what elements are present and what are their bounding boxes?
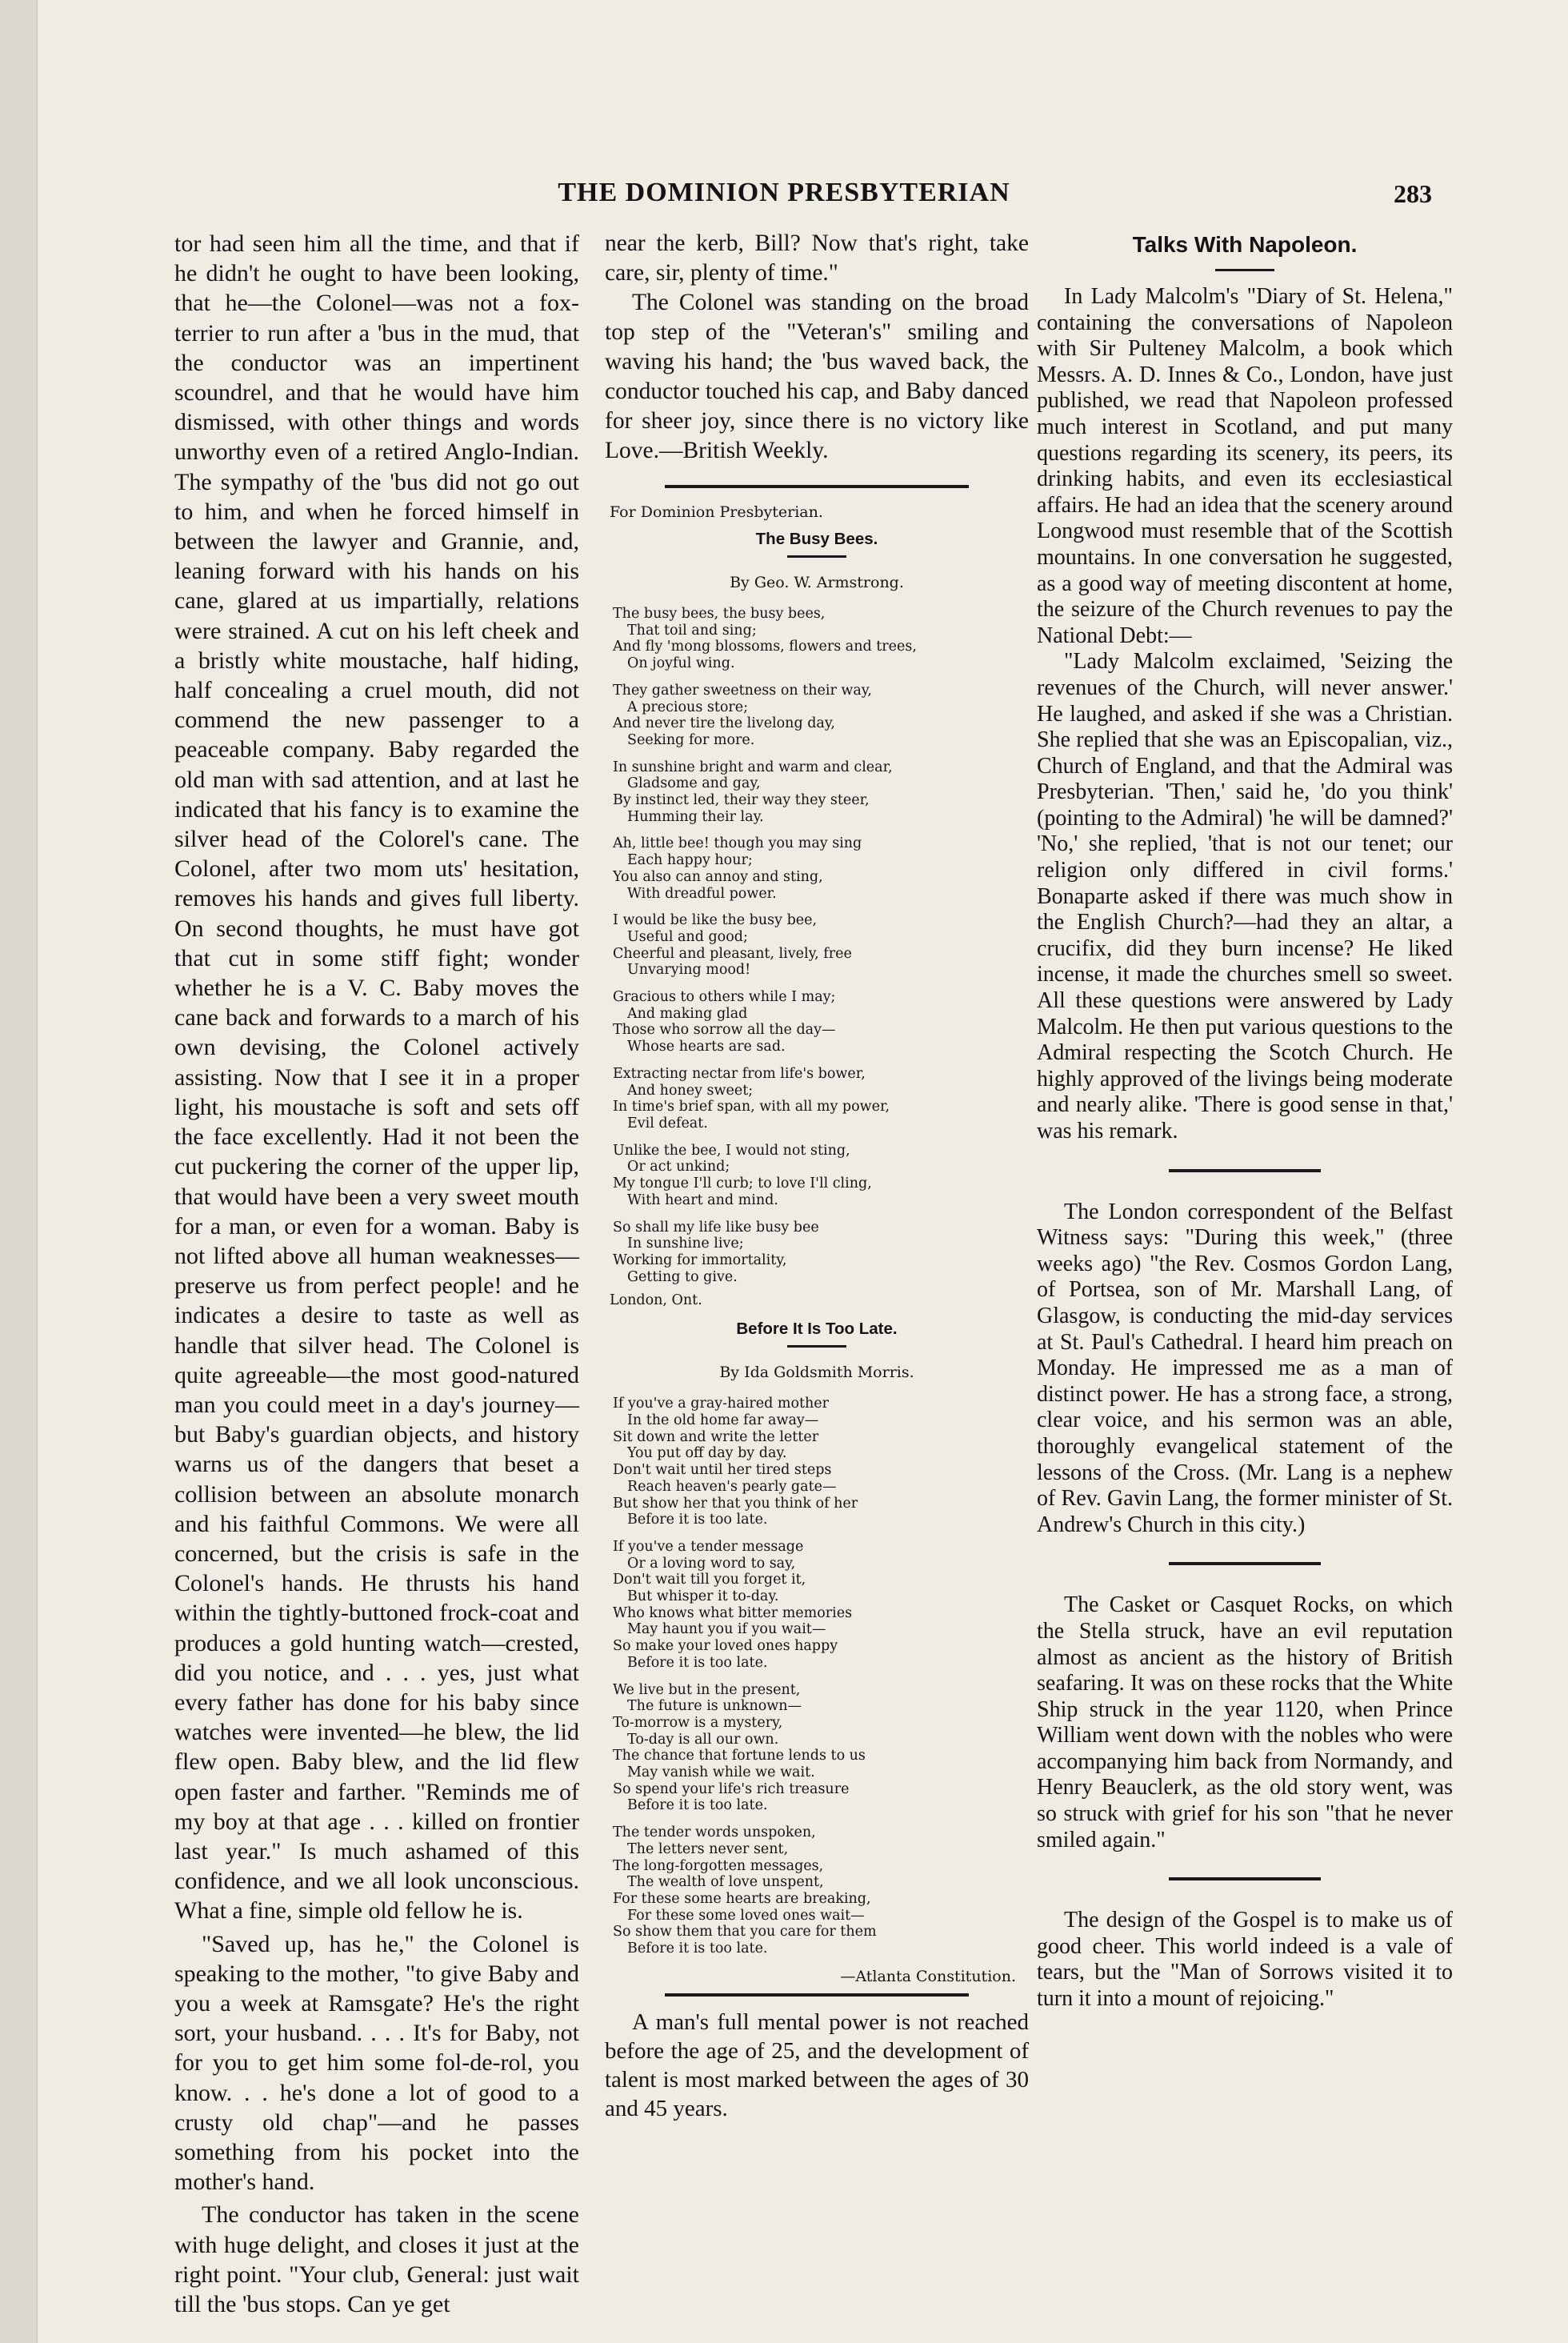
poem-line: Whose hearts are sad. [627,1039,786,1055]
poem-line: The tender words unspoken, [613,1824,816,1841]
poem-busy-bees [605,530,1029,1308]
poem-stanza [613,1539,1029,1672]
poem-stanza [613,1066,1029,1132]
poem-line: So make your loved ones happy [613,1638,838,1655]
section-rule [665,1993,969,1997]
poem-source: —Atlanta Constitution. [840,1967,1016,1985]
poem-stanza [613,683,1029,749]
article-paragraph: "Lady Malcolm exclaimed, 'Seizing the revenues of the Church, will never answer.' He laughed, and asked if she was a Christian. She replied that she was an Episcopalian, viz., Church of England, and that the Admiral was Presbyterian. 'Then,' said he, 'do you think' (pointing to the Admiral) 'he will be damned?' 'No,' she replied, 'that is not our tenet; our religion only differed in civil forms.' Bonaparte asked if there was much show in the English Church?—had they an altar, a crucifix, did they burn incense? He liked incense, it made the churches smell so sweet. All these questions were answered by Lady Malcolm. He then put various questions to the Admiral respecting the Scotch Church. He highly approved of the livings being moderate and nearly alike. 'There is good sense in that,' was his remark. [1037,649,1453,1143]
news-item-lang: The London correspondent of the Belfast Witness says: "During this week," (three weeks ago) "the Rev. Cosmos Gordon Lang, of Portsea, son of Mr. Marshall Lang, of Glasgow, is conducting the mid-day services at St. Paul's Cathedral. I heard him preach on Monday. He impressed me as a man of distinct power. He has a strong face, a strong, clear voice, and his sermon was an able, thoroughly evangelical statement of the lessons of the Cross. (Mr. Lang is a nephew of Rev. Gavin Lang, the former minister of St. Andrew's Church in this city.) [1037,1199,1453,1537]
poem-line: You put off day by day. [627,1445,787,1462]
column-right [1037,229,1453,2013]
poem-line: The chance that fortune lends to us [613,1748,866,1764]
poem-line: Before it is too late. [627,1940,768,1957]
poem-line: We live but in the present, [613,1681,801,1698]
section-rule [1169,1877,1321,1880]
poem-line: For these some loved ones wait— [627,1907,865,1924]
poem-stanza [613,1220,1029,1286]
running-head [0,178,1568,213]
poem-line: Who knows what bitter memories [613,1604,853,1621]
story-paragraph: "Saved up, has he," the Colonel is speaking to the mother, "to give Baby and you a week at Ramsgate? He's the right sort, your husband. . . . It's for Baby, not for you to get him some fol-de-rol, you know. . . he's done a lot of good to a crusty old chap"—and he passes something from his pocket into the mother's hand. [174,1930,579,2196]
poem-line: Evil defeat. [627,1115,708,1131]
poem-stanza [613,1824,1029,1957]
poem-line: Each happy hour; [627,852,753,869]
poem-line: If you've a gray-haired mother [613,1396,830,1412]
poem-line: A precious store; [627,699,749,715]
poem-line: So show them that you care for them [613,1924,877,1940]
poem-line: So spend your life's rich treasure [613,1780,850,1797]
poem-line: My tongue I'll curb; to love I'll cling, [613,1176,872,1192]
story-paragraph: tor had seen him all the time, and that if he didn't he ought to have been looking, that he—the Colonel—was not a fox-terrier to run after a 'bus in the mud, that the conductor was an impertinent scoundrel, and that he would have him dismissed, with other things and words unworthy even of a retired Anglo-Indian. The sympathy of the 'bus did not go out to him, and when he forced himself in between the lawyer and Grannie, and, leaning forward with his hands on his cane, glared at us impartially, relations were strained. A cut on his left cheek and a bristly white moustache, half hiding, half concealing a cruel mouth, did not commend the new passenger to a peaceable company. Baby regarded the old man with sad attention, and at last he indicated that his fancy is to examine the silver head of the Colorel's cane. The Colonel, after two mom uts' hesitation, removes his hands and gives full liberty. On second thoughts, he must have got that cut in some stiff fight; wonder whether he is a V. C. Baby moves the cane back and forwards to a march of his own devising, the Colonel actively assisting. Now that I see it in a proper light, his moustache is soft and sets off the face excellently. Had it not been the cut puckering the corner of the upper lip, that would have been a very sweet mouth for a man, or even for a woman. Baby is not lifted above all human weaknesses—preserve us from perfect people! and he indicates a desire to taste as well as handle that silver head. The Colonel is quite agreeable—the most good-natured man you could meet in a day's journey—but Baby's guardian objects, and history warns us of the dangers that beset a collision between an absolute monarch and his faithful Commons. We were all concerned, but the crisis is safe in the Colonel's hands. He thrusts his hand within the tightly-buttoned frock-coat and produces a gold hunting watch—crested, did you notice, and . . . yes, just what every father has done for his baby since watches were invented—he blew, the lid flew open. Baby blew, and the lid flew open faster and farther. "Reminds me of my boy at that age . . . killed on frontier last year." Is much ashamed of this confidence, and we all look unconscious. What a fine, simple old fellow he is. [174,230,579,1924]
section-rule [1169,1562,1321,1565]
poem-line: Sit down and write the letter [613,1428,819,1445]
title-rule [787,555,846,558]
column-left [174,229,579,2319]
article-paragraph: In Lady Malcolm's "Diary of St. Helena," containing the conversations of Napoleon with Sir Pulteney Malcolm, a book which Messrs. A. D. Innes & Co., London, have just published, we read that Napoleon professed much interest in Scotland, and put many questions regarding its scenery, its peers, its drinking habits, and even its ecclesiastical affairs. He had an idea that the scenery around Longwood must resemble that of the Scottish mountains. In one conversation he suggested, as a good way of meeting discontent at home, the seizure of the Church revenues to pay the National Debt:— [1037,284,1453,648]
article-heading: Talks With Napoleon. [1132,232,1358,257]
poem-line: To-day is all our own. [627,1731,779,1748]
poem-stanza [613,759,1029,826]
poem-line: Don't wait until her tired steps [613,1462,832,1479]
heading-rule [1215,269,1274,271]
poem-line: For these some hearts are breaking, [613,1891,871,1907]
poem-line: May haunt you if you wait— [627,1621,826,1638]
title-rule [787,1345,846,1348]
news-item-gospel: The design of the Gospel is to make us of good cheer. This world indeed is a vale of tears, but the "Man of Sorrows visited it to turn it into a mount of rejoicing." [1037,1908,1453,2012]
poem-byline: By Geo. W. Armstrong. [730,574,904,591]
poem-line: With dreadful power. [627,885,777,902]
poem-line: But show her that you think of her [613,1495,858,1512]
poem-stanza [613,989,1029,1055]
poem-line: And fly 'mong blossoms, flowers and trees, [613,639,917,655]
poem-line: Working for immortality, [613,1252,787,1268]
poem-line: They gather sweetness on their way, [613,682,872,699]
poem-line: Before it is too late. [627,1512,768,1528]
poem-stanza [613,606,1029,672]
story-continuation: near the kerb, Bill? Now that's right, take care, sir, plenty of time." [605,230,1029,286]
poem-line: On joyful wing. [627,655,735,672]
poem-line: And making glad [627,1005,748,1022]
poem-line: Cheerful and pleasant, lively, free [613,945,852,962]
poem-line: In the old home far away— [627,1412,819,1429]
poem-line: Extracting nectar from life's bower, [613,1065,866,1082]
section-rule [1169,1169,1321,1172]
poem-line: The future is unknown— [627,1698,802,1715]
poem-line: Humming their lay. [627,808,764,825]
poem-line: So shall my life like busy bee [613,1219,819,1236]
poem-line: Don't wait till you forget it, [613,1572,806,1588]
poem-byline: By Ida Goldsmith Morris. [719,1364,914,1382]
poem-line: By instinct led, their way they steer, [613,792,870,809]
poem-line: Gracious to others while I may; [613,989,836,1006]
poem-line: The wealth of love unspent, [627,1874,824,1891]
poem-line: Getting to give. [627,1268,738,1285]
poem-line: Seeking for more. [627,731,755,748]
page-number: 283 [1394,179,1432,208]
story-paragraph: The conductor has taken in the scene with huge delight, and closes it just at the right point. "Your club, General: just wait till the 'bus stops. Can ye get [174,2201,579,2318]
poem-line: But whisper it to-day. [627,1588,779,1605]
poem-line: And never tire the livelong day, [613,715,835,732]
poem-stanza [613,835,1029,902]
masthead: THE DOMINION PRESBYTERIAN [558,178,1010,207]
poem-stanza [613,1682,1029,1815]
section-rule [665,485,969,488]
poem-line: Unvarying mood! [627,962,751,979]
poem-line: Reach heaven's pearly gate— [627,1478,837,1495]
poem-line: And honey sweet; [627,1082,754,1099]
news-item-casket: The Casket or Casquet Rocks, on which the Stella struck, have an evil reputation almost as ancient as the history of British seafaring. It was on these rocks that the White Ship struck in the year 1120, when Prince William went down with the nobles who were accompanying him back from Normandy, and Henry Beauclerk, as the old story went, was so struck with grief for his son "that he never smiled again." [1037,1592,1453,1852]
poem-stanzas [605,1396,1029,1957]
poem-line: With heart and mind. [627,1192,778,1208]
poem-line: You also can annoy and sting, [613,868,823,885]
poem-line: In sunshine bright and warm and clear, [613,759,893,775]
poem-line: Useful and good; [627,928,748,945]
poem-line: The letters never sent, [627,1840,789,1857]
poem-line: That toil and sing; [627,622,757,639]
story-ending: The Colonel was standing on the broad top step of the "Veteran's" smiling and waving his hand; the 'bus waved back, the conductor touched his cap, and Baby danced for sheer joy, since there is no victory like Love.—British Weekly. [605,290,1029,463]
poem-line: To-morrow is a mystery, [613,1714,783,1731]
poem-stanza [613,1396,1029,1528]
poem-line: Before it is too late. [627,1797,768,1814]
poem-line: Ah, little bee! though you may sing [613,835,862,852]
filler-paragraph: A man's full mental power is not reached before the age of 25, and the development of talent is most marked between the ages of 30 and 45 years. [605,2009,1029,2121]
poem-line: The long-forgotten messages, [613,1857,824,1874]
poem-line: Unlike the bee, I would not sting, [613,1142,850,1159]
poem-credit: For Dominion Presbyterian. [610,503,823,521]
poem-place: London, Ont. [610,1292,702,1309]
poem-line: Or a loving word to say, [627,1555,796,1572]
column-middle [605,229,1029,2123]
poem-line: If you've a tender message [613,1538,804,1555]
poem-line: Before it is too late. [627,1654,768,1671]
poem-line: Those who sorrow all the day— [613,1022,836,1039]
poem-line: Gladsome and gay, [627,775,761,792]
poem-stanza [613,912,1029,979]
poem-title: Before It Is Too Late. [736,1320,898,1339]
poem-line: In sunshine live; [627,1236,744,1252]
poem-title: The Busy Bees. [755,530,878,548]
poem-line: I would be like the busy bee, [613,912,818,929]
page-edge-shadow [0,0,38,2343]
poem-before-it-is-too-late [605,1320,1029,1985]
poem-line: Or act unkind; [627,1159,730,1176]
poem-line: In time's brief span, with all my power, [613,1099,890,1115]
poem-line: The busy bees, the busy bees, [613,606,826,622]
poem-stanza [613,1143,1029,1209]
poem-stanzas [605,606,1029,1285]
poem-line: May vanish while we wait. [627,1764,815,1781]
